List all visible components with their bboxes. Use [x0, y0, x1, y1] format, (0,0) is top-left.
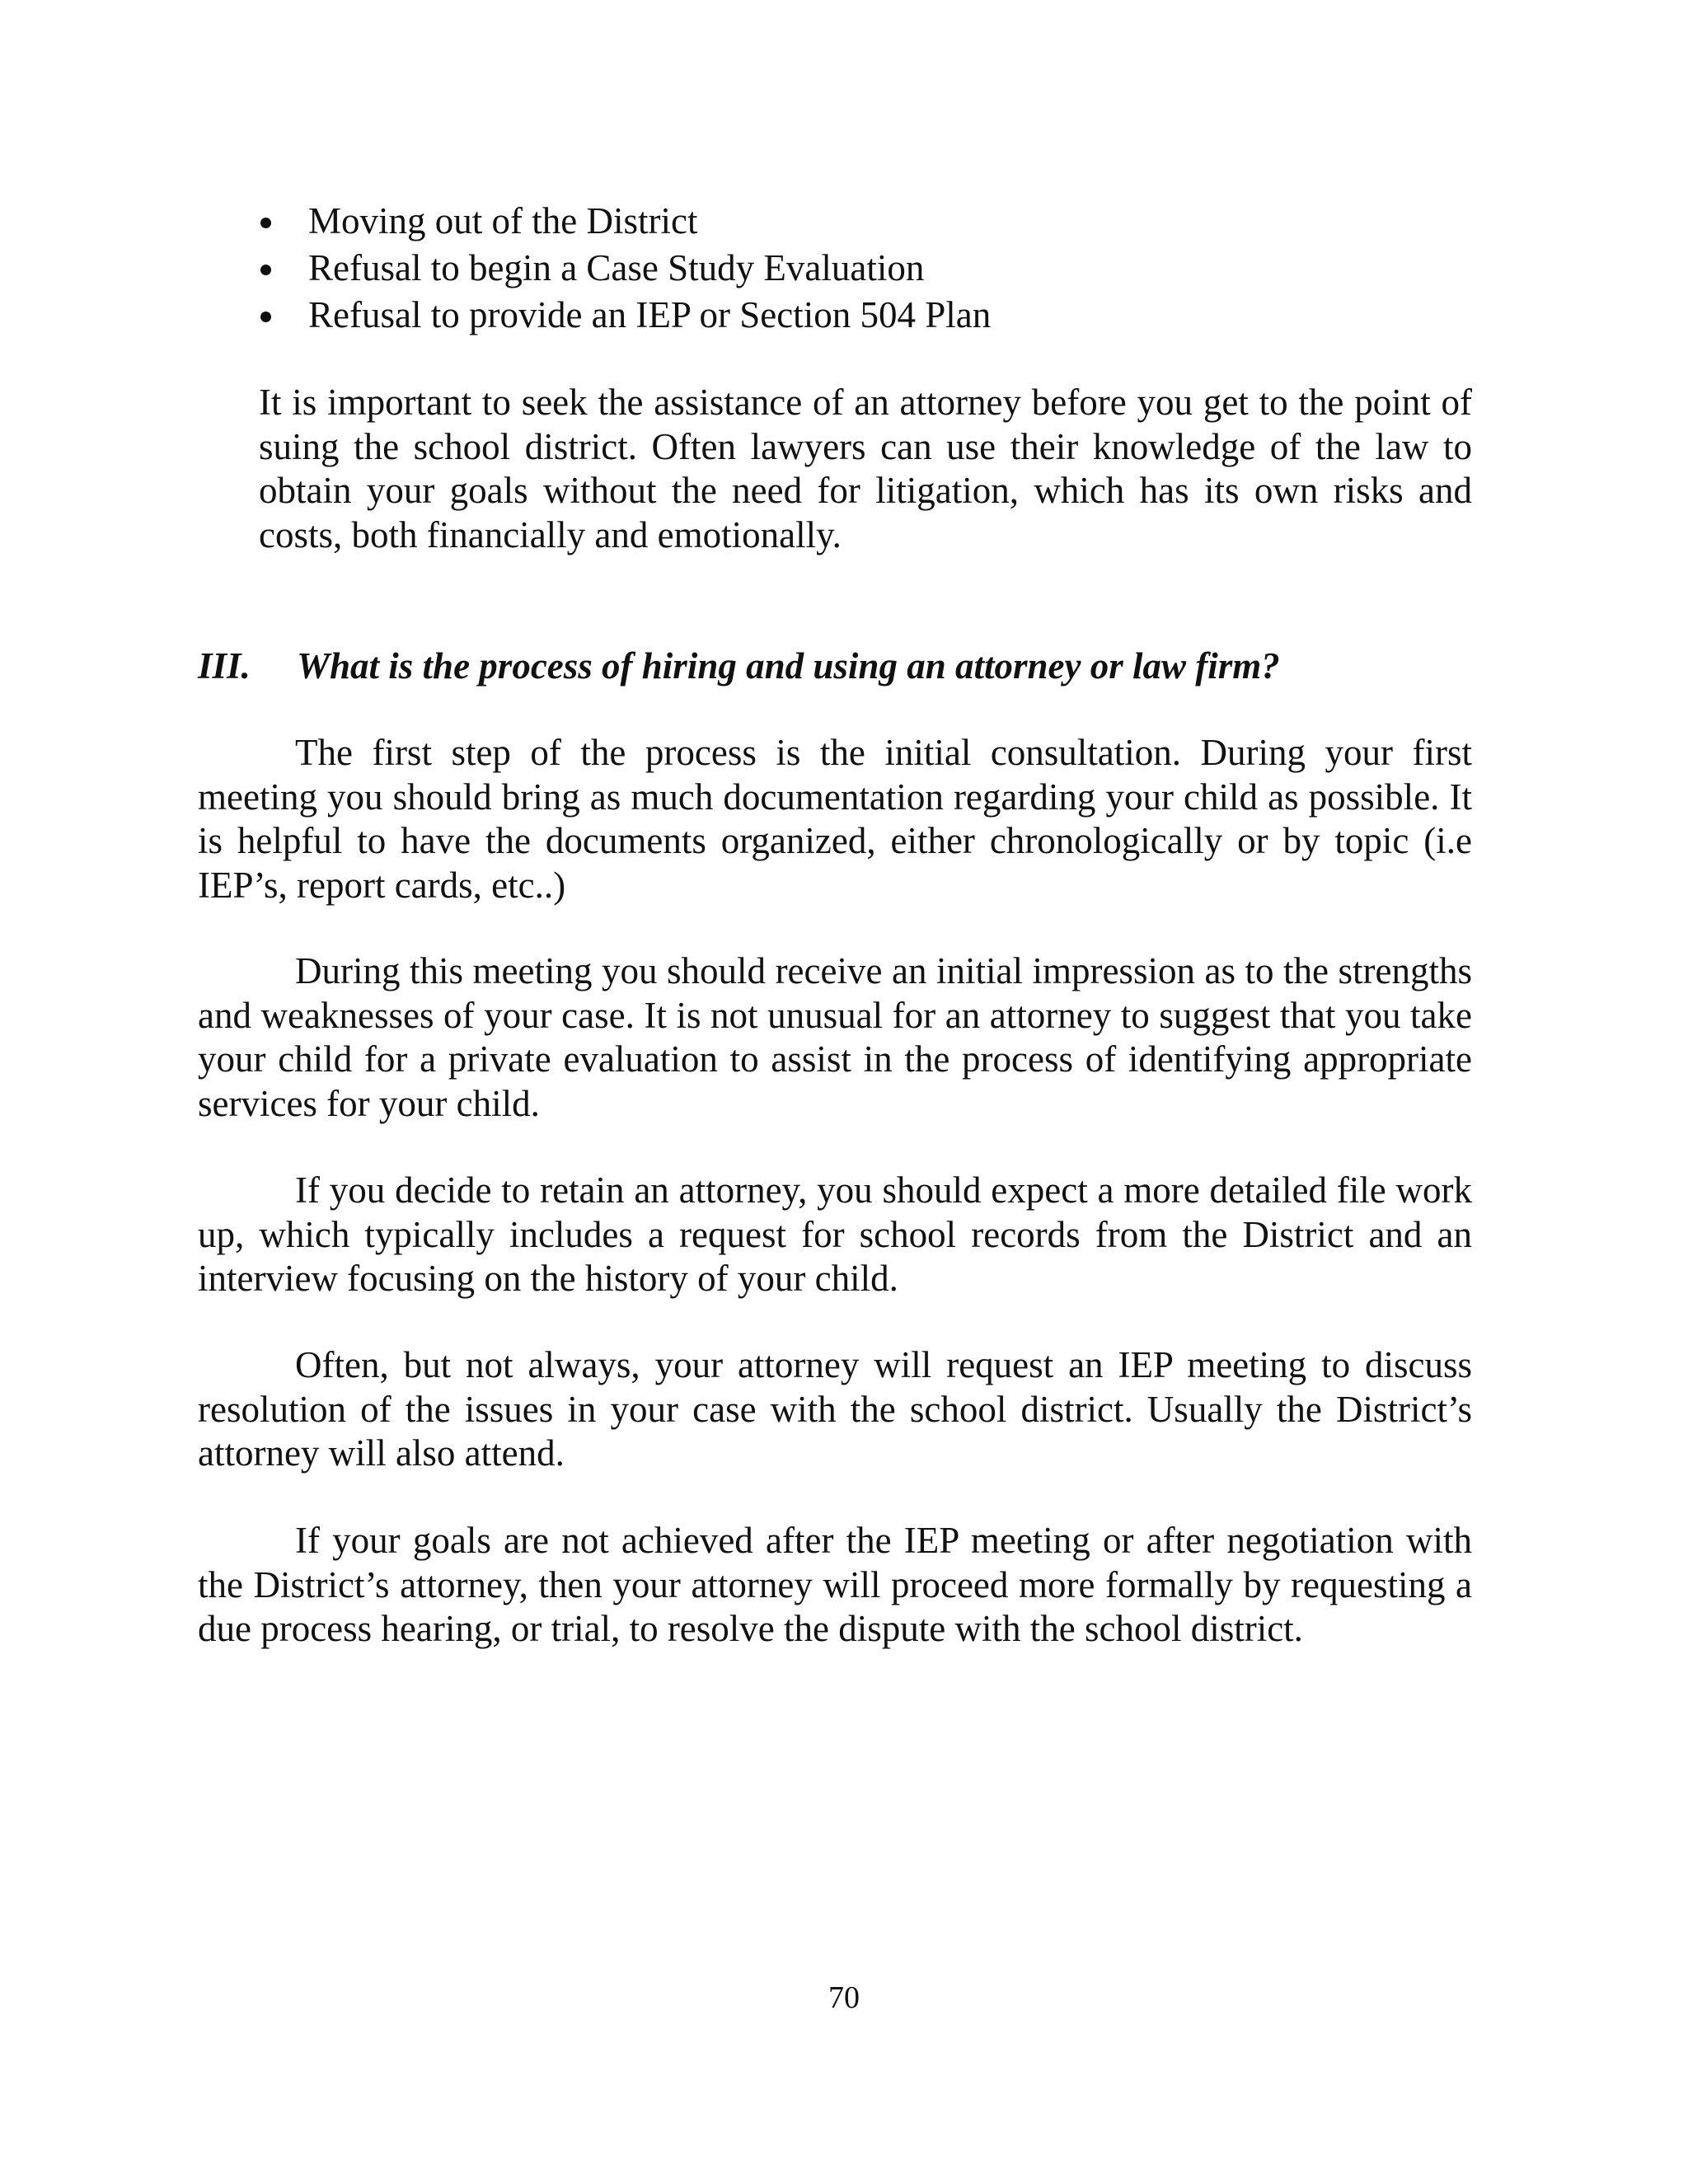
intro-paragraph: It is important to seek the assistance of an attorney before you get to the point of suing the school district. Often lawyers can use their knowledge of the law to obtain your goals without the need for litigation, which has its own risks and costs, both financially and emotionally.: [259, 382, 1472, 555]
section-number: III.: [198, 645, 251, 687]
list-item: [254, 292, 1490, 339]
body-paragraph: Often, but not always, your attorney will request an IEP meeting to discuss resolution of the issues in your case with the school district. Usually the District’s attorney will also attend.: [198, 1344, 1472, 1474]
page-number: 70: [828, 1980, 860, 2015]
bullet-icon: [260, 265, 271, 275]
list-item-text: Refusal to provide an IEP or Section 504 Plan: [308, 294, 992, 335]
body-paragraph: The first step of the process is the initial consultation. During your first meeting you should bring as much documentation regarding your child as possible. It is helpful to have the documents organized, either chronologically or by topic (i.e IEP’s, report cards, etc..): [198, 732, 1472, 906]
section-title: What is the process of hiring and using an attorney or law firm?: [297, 645, 1280, 687]
bullet-icon: [260, 312, 271, 322]
bullet-list: [254, 198, 1490, 339]
list-item: [254, 198, 1490, 245]
list-item: [254, 245, 1490, 292]
section-heading: [198, 643, 1280, 689]
body-paragraph: During this meeting you should receive an initial impression as to the strengths and weaknesses of your case. It is not unusual for an attorney to suggest that you take your child for a private evaluation to assist in the process of identifying appropriate services for your child.: [198, 950, 1472, 1124]
list-item-text: Moving out of the District: [308, 200, 698, 241]
list-item-text: Refusal to begin a Case Study Evaluation: [308, 247, 925, 288]
body-paragraph: If you decide to retain an attorney, you should expect a more detailed file work up, which typically includes a request for school records from the District and an interview focusing on the history of your child.: [198, 1169, 1472, 1299]
bullet-icon: [260, 218, 271, 228]
body-paragraph: If your goals are not achieved after the IEP meeting or after negotiation with the District’s attorney, then your attorney will proceed more formally by requesting a due process hearing, or trial, to resolve the dispute with the school district.: [198, 1520, 1472, 1649]
